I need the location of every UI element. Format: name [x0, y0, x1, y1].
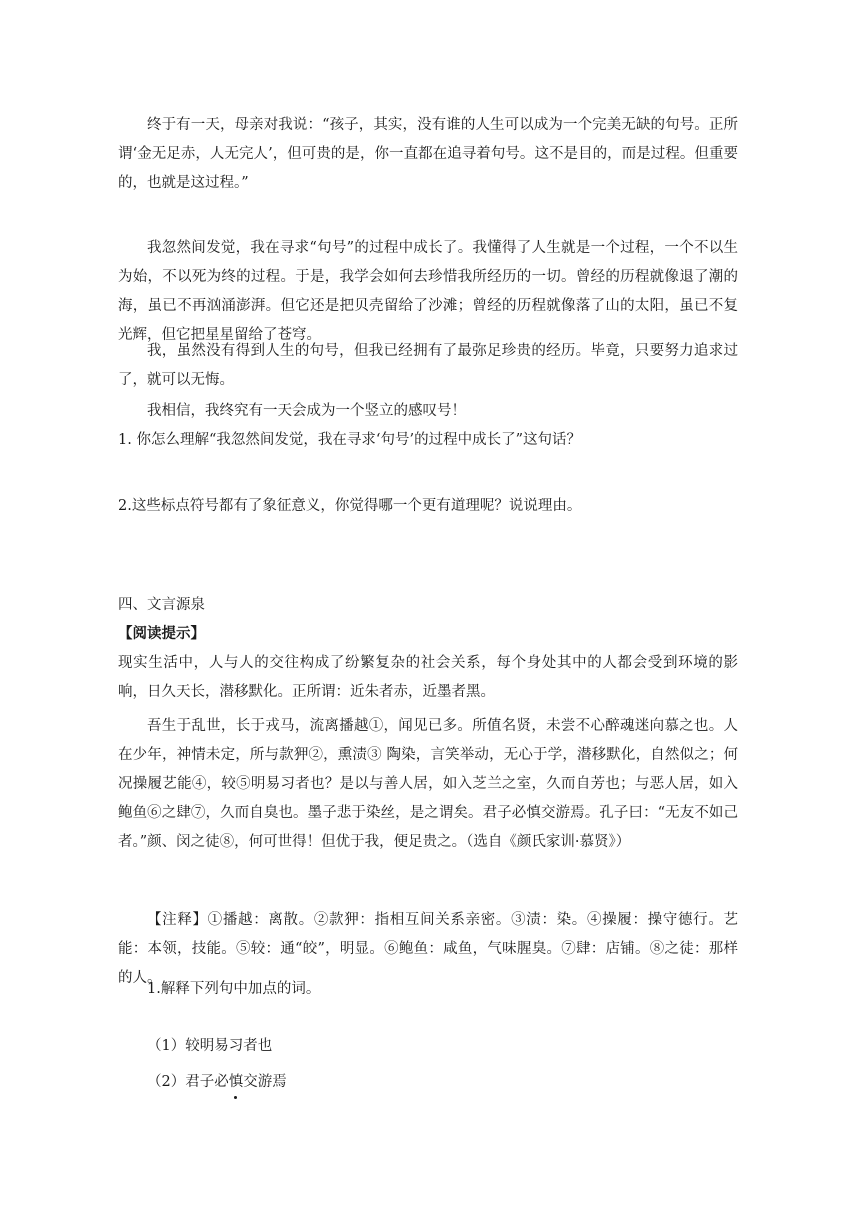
annotation-notes: 【注释】①播越：离散。②款狎：指相互间关系亲密。③渍：染。④操履：操守德行。艺能：本领，技能。⑤较：通“皎”，明显。⑥鲍鱼：咸鱼，气味腥臭。⑦肆：店铺。⑧之徒：那样的人。 [118, 912, 738, 986]
dotted-emphasis-character: 慎 [229, 1068, 244, 1097]
exercise-item-1-text: 较明易习者也 [185, 1038, 273, 1054]
story-paragraph-2: 我忽然间发觉，我在寻求“句号”的过程中成长了。我懂得了人生就是一个过程，一个不以生为始，不以死为终的过程。于是，我学会如何去珍惜我所经历的一切。曾经的历程就像退了潮的海，虽已不再汹涌澎湃。但它还是把贝壳留给了沙滩；曾经的历程就像落了山的太阳，虽已不复光辉，但它把星星留给了苍穹。 [118, 240, 738, 343]
story-paragraph-1: 终于有一天，母亲对我说：“孩子，其实，没有谁的人生可以成为一个完美无缺的句号。正所谓‘金无足赤，人无完人’，但可贵的是，你一直都在追寻着句号。这不是目的，而是过程。但重要的，也就是这过程。” [118, 117, 738, 191]
question-2: 2.这些标点符号都有了象征意义，你觉得哪一个更有道理呢？说说理由。 [118, 498, 582, 514]
exercise-item-1 [147, 1032, 272, 1061]
story-paragraph-4: 我相信，我终究有一天会成为一个竖立的感叹号！ [147, 403, 466, 419]
exercise-item-2-post: 交游焉 [243, 1074, 287, 1090]
exercise-item-2-number: （2） [147, 1074, 186, 1090]
exercise-item-1-number: （1） [147, 1038, 186, 1054]
question-1: 1. 你怎么理解“我忽然间发觉，我在寻求‘句号’的过程中成长了”这句话？ [118, 432, 581, 448]
reading-hint-label: 【阅读提示】 [118, 626, 205, 642]
exercise-title: 1.解释下列句中加点的词。 [147, 981, 321, 997]
reading-hint-text: 现实生活中，人与人的交往构成了纷繁复杂的社会关系，每个身处其中的人都会受到环境的影响，日久天长，潜移默化。正所谓：近朱者赤，近墨者黑。 [118, 655, 738, 700]
exercise-item-2 [147, 1068, 287, 1097]
section-title: 四、文言源泉 [118, 597, 205, 613]
exercise-item-2-pre: 君子必 [185, 1074, 229, 1090]
story-paragraph-3: 我，虽然没有得到人生的句号，但我已经拥有了最弥足珍贵的经历。毕竟，只要努力追求过了，就可以无悔。 [118, 343, 738, 388]
classical-text: 吾生于乱世，长于戎马，流离播越①，闻见已多。所值名贤，未尝不心醉魂迷向慕之也。人在少年，神情未定，所与款狎②，熏渍③ 陶染，言笑举动，无心于学，潜移默化，自然似之；何况操履艺能④，较⑤明易习者也？是以与善人居，如入芝兰之室，久而自芳也；与恶人居，如入鲍鱼⑥之肆⑦，久而自臭也。墨子悲于染丝，是之谓矣。君子必慎交游焉。孔子曰：“无友不如己者。”颜、闵之徒⑧，何可世得！但优于我，便足贵之。（选自《颜氏家训·慕贤》） [118, 718, 738, 850]
